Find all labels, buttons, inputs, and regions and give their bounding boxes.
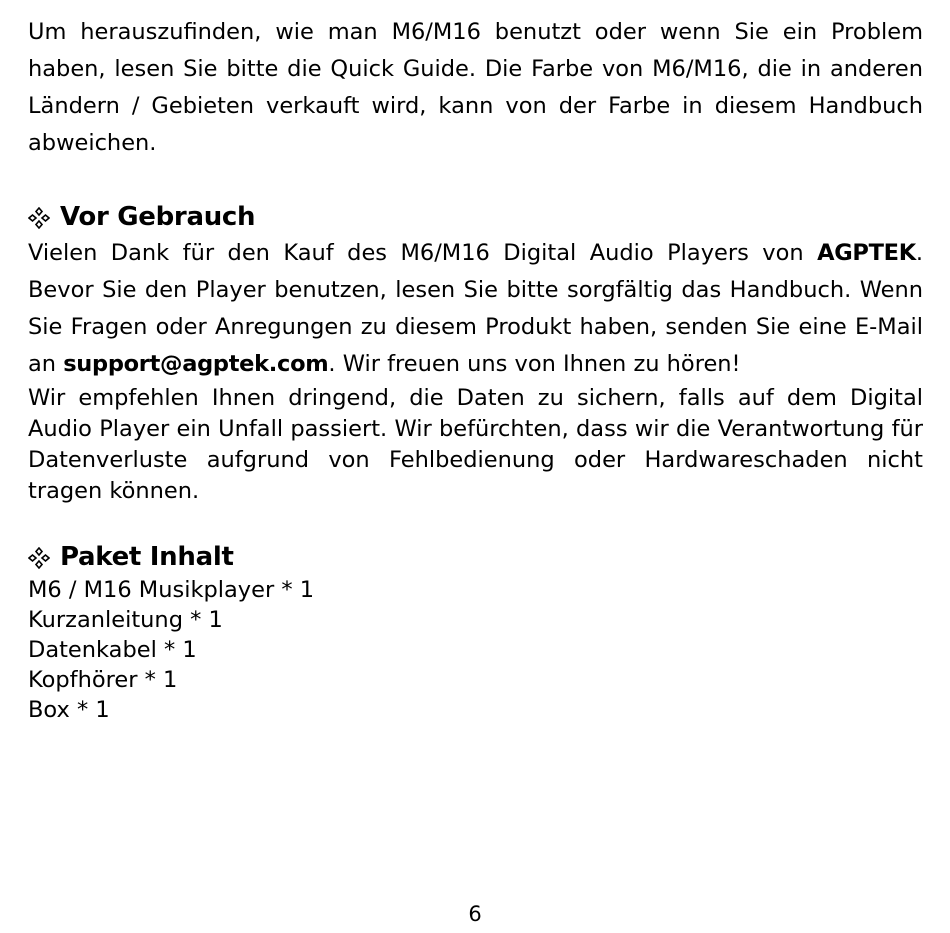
- list-item: Kurzanleitung * 1: [28, 607, 223, 633]
- thanks-text-3: . Wir freuen uns von Ihnen zu hören!: [328, 351, 741, 377]
- thanks-paragraph: [28, 235, 923, 383]
- list-item: Datenkabel * 1: [28, 637, 197, 663]
- section-title: Paket Inhalt: [60, 542, 234, 572]
- support-email: support@agptek.com: [63, 351, 329, 377]
- spacer: [28, 507, 923, 539]
- list-item: M6 / M16 Musikplayer * 1: [28, 577, 315, 603]
- section-title: Vor Gebrauch: [60, 202, 256, 232]
- brand-name: AGPTEK: [817, 240, 916, 266]
- thanks-text-2: . Bevor Sie den Player benutzen, lesen Sie bitte sorgfältig das Handbuch. Wenn Sie Fragen oder Anregungen zu diesem Produkt haben, senden Sie eine E-Mail an: [28, 240, 923, 377]
- list-item: Kopfhörer * 1: [28, 667, 178, 693]
- section-heading-paket-inhalt: [28, 539, 923, 575]
- four-diamond-icon: [28, 547, 50, 569]
- package-contents-list: [28, 575, 923, 725]
- intro-paragraph: Um herauszufinden, wie man M6/M16 benutzt oder wenn Sie ein Problem haben, lesen Sie bitte die Quick Guide. Die Farbe von M6/M16, die in anderen Ländern / Gebieten verkauft wird, kann von der Farbe in diesem Handbuch abweichen.: [28, 19, 923, 156]
- four-diamond-icon: [28, 207, 50, 229]
- manual-page: [28, 14, 923, 725]
- thanks-text-1: Vielen Dank für den Kauf des M6/M16 Digital Audio Players von: [28, 240, 818, 266]
- section-heading-vor-gebrauch: [28, 199, 923, 235]
- backup-paragraph: Wir empfehlen Ihnen dringend, die Daten zu sichern, falls auf dem Digital Audio Player ein Unfall passiert. Wir befürchten, dass wir die Verantwortung für Datenverluste aufgrund von Fehlbedienung oder Hardwareschaden nicht tragen können.: [28, 385, 923, 504]
- list-item: Box * 1: [28, 697, 110, 723]
- page-number: 6: [468, 902, 482, 926]
- spacer: [28, 162, 923, 199]
